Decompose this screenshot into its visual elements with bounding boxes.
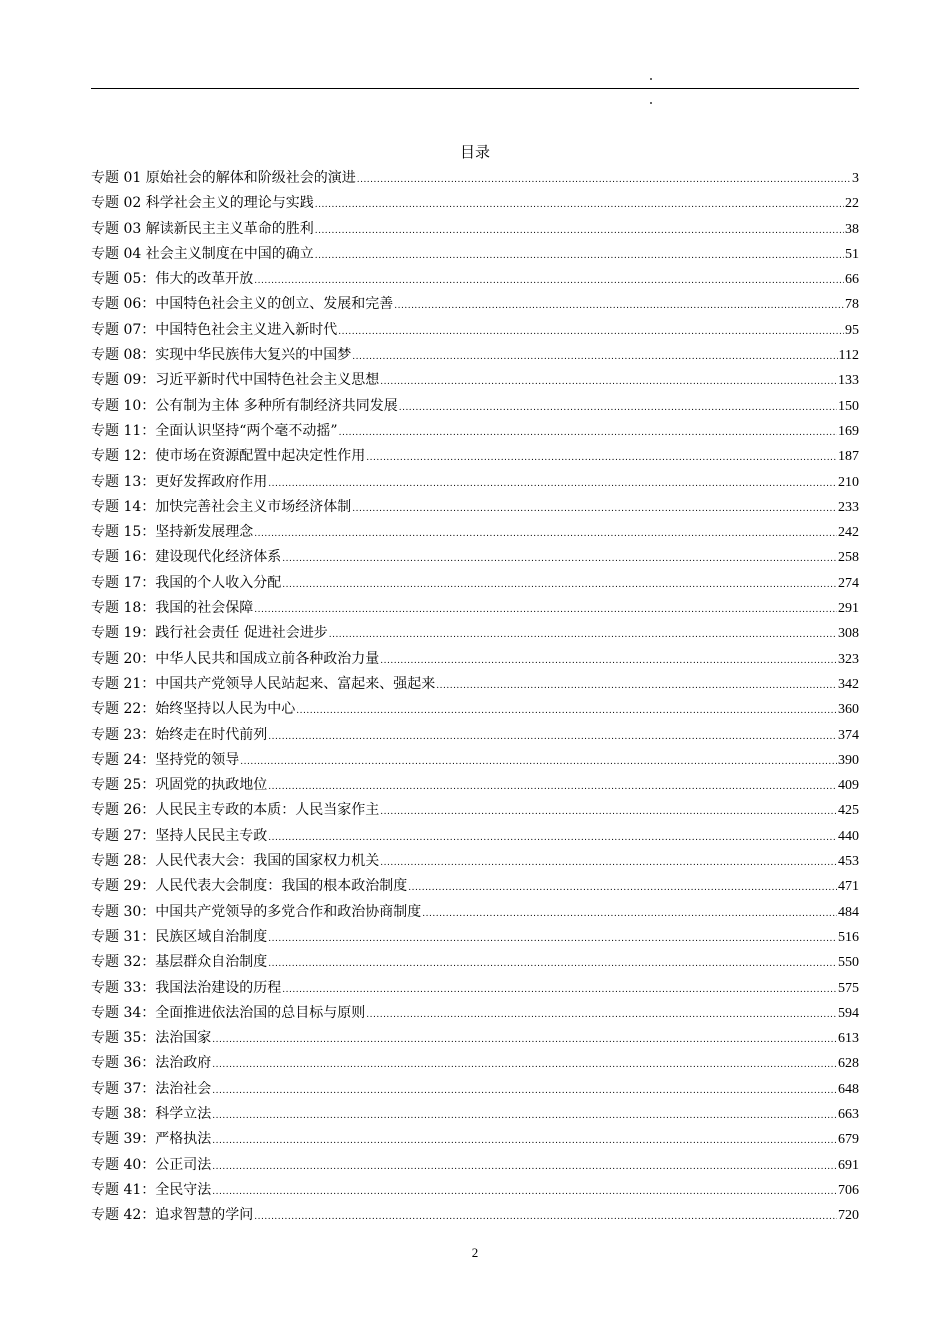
toc-entry-label: 专题 28：人民代表大会：我国的国家权力机关 bbox=[91, 853, 380, 870]
toc-dot-leader bbox=[366, 448, 837, 468]
toc-entry-label: 专题 02 科学社会主义的理论与实践 bbox=[91, 195, 314, 212]
toc-entry-page: 440 bbox=[838, 828, 859, 844]
toc-entry-label: 专题 37：法治社会 bbox=[91, 1080, 212, 1097]
toc-dot-leader bbox=[268, 929, 837, 949]
toc-dot-leader bbox=[366, 1005, 837, 1025]
toc-dot-leader bbox=[357, 170, 851, 190]
toc-entry-page: 516 bbox=[838, 929, 859, 945]
toc-entry-page: 342 bbox=[838, 676, 859, 692]
toc-entry[interactable] bbox=[91, 573, 859, 598]
toc-entry-page: 691 bbox=[838, 1157, 859, 1173]
toc-entry[interactable] bbox=[91, 674, 859, 699]
toc-entry-page: 648 bbox=[838, 1081, 859, 1097]
toc-entry[interactable] bbox=[91, 497, 859, 522]
toc-entry[interactable] bbox=[91, 244, 859, 269]
toc-entry[interactable] bbox=[91, 750, 859, 775]
toc-entry-page: 594 bbox=[838, 1005, 859, 1021]
toc-dot-leader bbox=[329, 625, 837, 645]
toc-dot-leader bbox=[212, 1030, 837, 1050]
toc-entry-page: 78 bbox=[845, 297, 859, 313]
toc-entry-page: 360 bbox=[838, 702, 859, 718]
toc-entry-label: 专题 32：基层群众自治制度 bbox=[91, 954, 268, 971]
toc-entry-page: 663 bbox=[838, 1106, 859, 1122]
toc-dot-leader bbox=[315, 246, 844, 266]
toc-dot-leader bbox=[315, 195, 844, 215]
toc-entry-label: 专题 01 原始社会的解体和阶级社会的演进 bbox=[91, 170, 356, 186]
toc-entry-label: 专题 03 解读新民主主义革命的胜利 bbox=[91, 220, 314, 237]
toc-dot-leader bbox=[352, 347, 837, 367]
toc-entry-label: 专题 38：科学立法 bbox=[91, 1105, 212, 1122]
toc-entry-label: 专题 04 社会主义制度在中国的确立 bbox=[91, 245, 314, 262]
toc-entry[interactable] bbox=[91, 193, 859, 218]
toc-entry-page: 706 bbox=[838, 1182, 859, 1198]
toc-entry-page: 169 bbox=[838, 423, 859, 439]
toc-entry-label: 专题 26：人民民主专政的本质：人民当家作主 bbox=[91, 802, 380, 819]
toc-entry[interactable] bbox=[91, 269, 859, 294]
toc-entry-page: 409 bbox=[838, 778, 859, 794]
toc-entry[interactable] bbox=[91, 294, 859, 319]
toc-entry-page: 187 bbox=[838, 449, 859, 465]
toc-entry[interactable] bbox=[91, 1155, 859, 1180]
toc-entry-page: 613 bbox=[838, 1031, 859, 1047]
toc-entry-label: 专题 09：习近平新时代中国特色社会主义思想 bbox=[91, 372, 380, 389]
toc-entry-label: 专题 27：坚持人民民主专政 bbox=[91, 827, 268, 844]
toc-entry[interactable] bbox=[91, 1205, 859, 1230]
toc-dot-leader bbox=[282, 980, 837, 1000]
toc-entry[interactable] bbox=[91, 1003, 859, 1028]
toc-entry-label: 专题 33：我国法治建设的历程 bbox=[91, 979, 282, 996]
toc-entry[interactable] bbox=[91, 547, 859, 572]
toc-dot-leader bbox=[254, 1207, 837, 1227]
toc-dot-leader bbox=[352, 499, 837, 519]
toc-dot-leader bbox=[254, 600, 837, 620]
toc-entry-label: 专题 30：中国共产党领导的多党合作和政治协商制度 bbox=[91, 903, 422, 920]
toc-entry-page: 210 bbox=[838, 474, 859, 490]
toc-entry[interactable] bbox=[91, 1053, 859, 1078]
toc-entry-label: 专题 19：践行社会责任 促进社会进步 bbox=[91, 625, 328, 642]
toc-entry[interactable] bbox=[91, 370, 859, 395]
toc-dot-leader bbox=[338, 322, 844, 342]
toc-entry-label: 专题 35：法治国家 bbox=[91, 1030, 212, 1047]
toc-entry[interactable] bbox=[91, 649, 859, 674]
toc-entry-label: 专题 31：民族区域自治制度 bbox=[91, 928, 268, 945]
toc-dot-leader bbox=[212, 1055, 837, 1075]
toc-entry-page: 471 bbox=[838, 879, 859, 895]
toc-entry-label: 专题 22：始终坚持以人民为中心 bbox=[91, 701, 296, 718]
toc-entry[interactable] bbox=[91, 1104, 859, 1129]
toc-entry-page: 550 bbox=[838, 955, 859, 971]
toc-dot-leader bbox=[268, 474, 837, 494]
toc-entry[interactable] bbox=[91, 725, 859, 750]
toc-dot-leader bbox=[268, 777, 837, 797]
toc-entry-label: 专题 20：中华人民共和国成立前各种政治力量 bbox=[91, 650, 380, 667]
toc-dot-leader bbox=[212, 1081, 837, 1101]
toc-entry-page: 3 bbox=[852, 171, 859, 186]
toc-dot-leader bbox=[380, 651, 837, 671]
toc-entry[interactable] bbox=[91, 1028, 859, 1053]
toc-dot-leader bbox=[254, 271, 844, 291]
toc-entry-page: 66 bbox=[845, 272, 859, 288]
toc-dot-leader bbox=[282, 575, 837, 595]
toc-title: 目录 bbox=[459, 143, 490, 161]
toc-entry[interactable] bbox=[91, 472, 859, 497]
toc-entry-label: 专题 11：全面认识坚持“两个毫不动摇” bbox=[91, 422, 338, 439]
toc-dot-leader bbox=[436, 676, 837, 696]
toc-entry-page: 242 bbox=[838, 525, 859, 541]
toc-entry-page: 425 bbox=[838, 803, 859, 819]
toc-entry[interactable] bbox=[91, 1180, 859, 1205]
toc-entry-page: 453 bbox=[838, 854, 859, 870]
toc-entry[interactable] bbox=[91, 699, 859, 724]
toc-entry-page: 150 bbox=[838, 398, 859, 414]
toc-entry[interactable] bbox=[91, 800, 859, 825]
toc-dot-leader bbox=[268, 727, 837, 747]
toc-dot-leader bbox=[268, 954, 837, 974]
toc-entry-label: 专题 05：伟大的改革开放 bbox=[91, 271, 254, 288]
toc-dot-leader bbox=[380, 802, 837, 822]
toc-entry-label: 专题 16：建设现代化经济体系 bbox=[91, 549, 282, 566]
toc-entry-label: 专题 21：中国共产党领导人民站起来、富起来、强起来 bbox=[91, 675, 436, 692]
toc-entry-label: 专题 17：我国的个人收入分配 bbox=[91, 574, 282, 591]
toc-entry-page: 274 bbox=[838, 575, 859, 591]
toc-entry-page: 323 bbox=[838, 651, 859, 667]
toc-entry[interactable] bbox=[91, 978, 859, 1003]
toc-entry-label: 专题 18：我国的社会保障 bbox=[91, 600, 254, 617]
toc-entry[interactable] bbox=[91, 345, 859, 370]
table-of-contents bbox=[91, 168, 859, 1230]
toc-dot-leader bbox=[268, 828, 837, 848]
toc-entry[interactable] bbox=[91, 952, 859, 977]
toc-entry-page: 233 bbox=[838, 499, 859, 515]
toc-entry-label: 专题 07：中国特色社会主义进入新时代 bbox=[91, 321, 338, 338]
toc-entry[interactable] bbox=[91, 446, 859, 471]
toc-entry-label: 专题 24：坚持党的领导 bbox=[91, 751, 240, 768]
toc-entry[interactable] bbox=[91, 522, 859, 547]
toc-dot-leader bbox=[339, 423, 837, 443]
toc-entry[interactable] bbox=[91, 396, 859, 421]
toc-dot-leader bbox=[282, 549, 837, 569]
toc-entry-page: 575 bbox=[838, 980, 859, 996]
toc-entry-label: 专题 23：始终走在时代前列 bbox=[91, 726, 268, 743]
toc-dot-leader bbox=[212, 1106, 837, 1126]
toc-entry-label: 专题 08：实现中华民族伟大复兴的中国梦 bbox=[91, 347, 352, 364]
toc-entry-page: 22 bbox=[845, 196, 859, 212]
toc-entry-page: 679 bbox=[838, 1132, 859, 1148]
toc-entry-label: 专题 42：追求智慧的学问 bbox=[91, 1207, 254, 1224]
toc-entry-label: 专题 12：使市场在资源配置中起决定性作用 bbox=[91, 448, 366, 465]
toc-entry-label: 专题 06：中国特色社会主义的创立、发展和完善 bbox=[91, 296, 394, 313]
toc-dot-leader bbox=[394, 296, 844, 316]
toc-entry[interactable] bbox=[91, 623, 859, 648]
toc-entry[interactable] bbox=[91, 851, 859, 876]
toc-entry-label: 专题 15：坚持新发展理念 bbox=[91, 524, 254, 541]
toc-dot-leader bbox=[212, 1182, 837, 1202]
header-dot bbox=[650, 78, 652, 80]
toc-entry-page: 484 bbox=[838, 904, 859, 920]
toc-entry[interactable] bbox=[91, 598, 859, 623]
toc-entry[interactable] bbox=[91, 927, 859, 952]
toc-entry-page: 258 bbox=[838, 550, 859, 566]
toc-entry-page: 112 bbox=[838, 348, 859, 364]
toc-dot-leader bbox=[422, 904, 837, 924]
toc-entry-page: 628 bbox=[838, 1056, 859, 1072]
toc-entry-page: 390 bbox=[838, 752, 859, 768]
toc-entry-page: 374 bbox=[838, 727, 859, 743]
toc-entry[interactable] bbox=[91, 876, 859, 901]
toc-entry[interactable] bbox=[91, 826, 859, 851]
toc-entry[interactable] bbox=[91, 168, 859, 193]
toc-dot-leader bbox=[296, 701, 837, 721]
toc-entry-page: 720 bbox=[838, 1208, 859, 1224]
toc-entry[interactable] bbox=[91, 320, 859, 345]
toc-entry-label: 专题 25：巩固党的执政地位 bbox=[91, 777, 268, 794]
toc-entry-label: 专题 40：公正司法 bbox=[91, 1156, 212, 1173]
toc-entry-page: 133 bbox=[838, 373, 859, 389]
toc-entry-label: 专题 29：人民代表大会制度：我国的根本政治制度 bbox=[91, 878, 408, 895]
toc-entry-label: 专题 34：全面推进依法治国的总目标与原则 bbox=[91, 1004, 366, 1021]
page-number: 2 bbox=[471, 1245, 479, 1260]
toc-entry-label: 专题 39：严格执法 bbox=[91, 1131, 212, 1148]
toc-dot-leader bbox=[315, 221, 844, 241]
toc-dot-leader bbox=[212, 1157, 837, 1177]
toc-dot-leader bbox=[212, 1131, 837, 1151]
toc-entry-page: 38 bbox=[845, 221, 859, 237]
toc-entry[interactable] bbox=[91, 1079, 859, 1104]
toc-entry[interactable] bbox=[91, 1129, 859, 1154]
toc-entry-label: 专题 14：加快完善社会主义市场经济体制 bbox=[91, 498, 352, 515]
toc-entry-label: 专题 10：公有制为主体 多种所有制经济共同发展 bbox=[91, 397, 398, 414]
toc-entry-page: 51 bbox=[845, 246, 859, 262]
toc-dot-leader bbox=[408, 878, 837, 898]
toc-entry-label: 专题 13：更好发挥政府作用 bbox=[91, 473, 268, 490]
toc-dot-leader bbox=[380, 853, 837, 873]
toc-entry-page: 291 bbox=[838, 601, 859, 617]
toc-entry[interactable] bbox=[91, 775, 859, 800]
toc-dot-leader bbox=[240, 752, 837, 772]
toc-entry[interactable] bbox=[91, 421, 859, 446]
toc-entry[interactable] bbox=[91, 902, 859, 927]
toc-entry-label: 专题 36：法治政府 bbox=[91, 1055, 212, 1072]
toc-entry[interactable] bbox=[91, 219, 859, 244]
toc-dot-leader bbox=[254, 524, 837, 544]
toc-entry-page: 95 bbox=[845, 322, 859, 338]
toc-dot-leader bbox=[380, 372, 837, 392]
header-dot bbox=[650, 102, 652, 104]
toc-entry-label: 专题 41：全民守法 bbox=[91, 1181, 212, 1198]
toc-dot-leader bbox=[399, 398, 837, 418]
header-rule bbox=[91, 88, 859, 89]
toc-entry-page: 308 bbox=[838, 626, 859, 642]
